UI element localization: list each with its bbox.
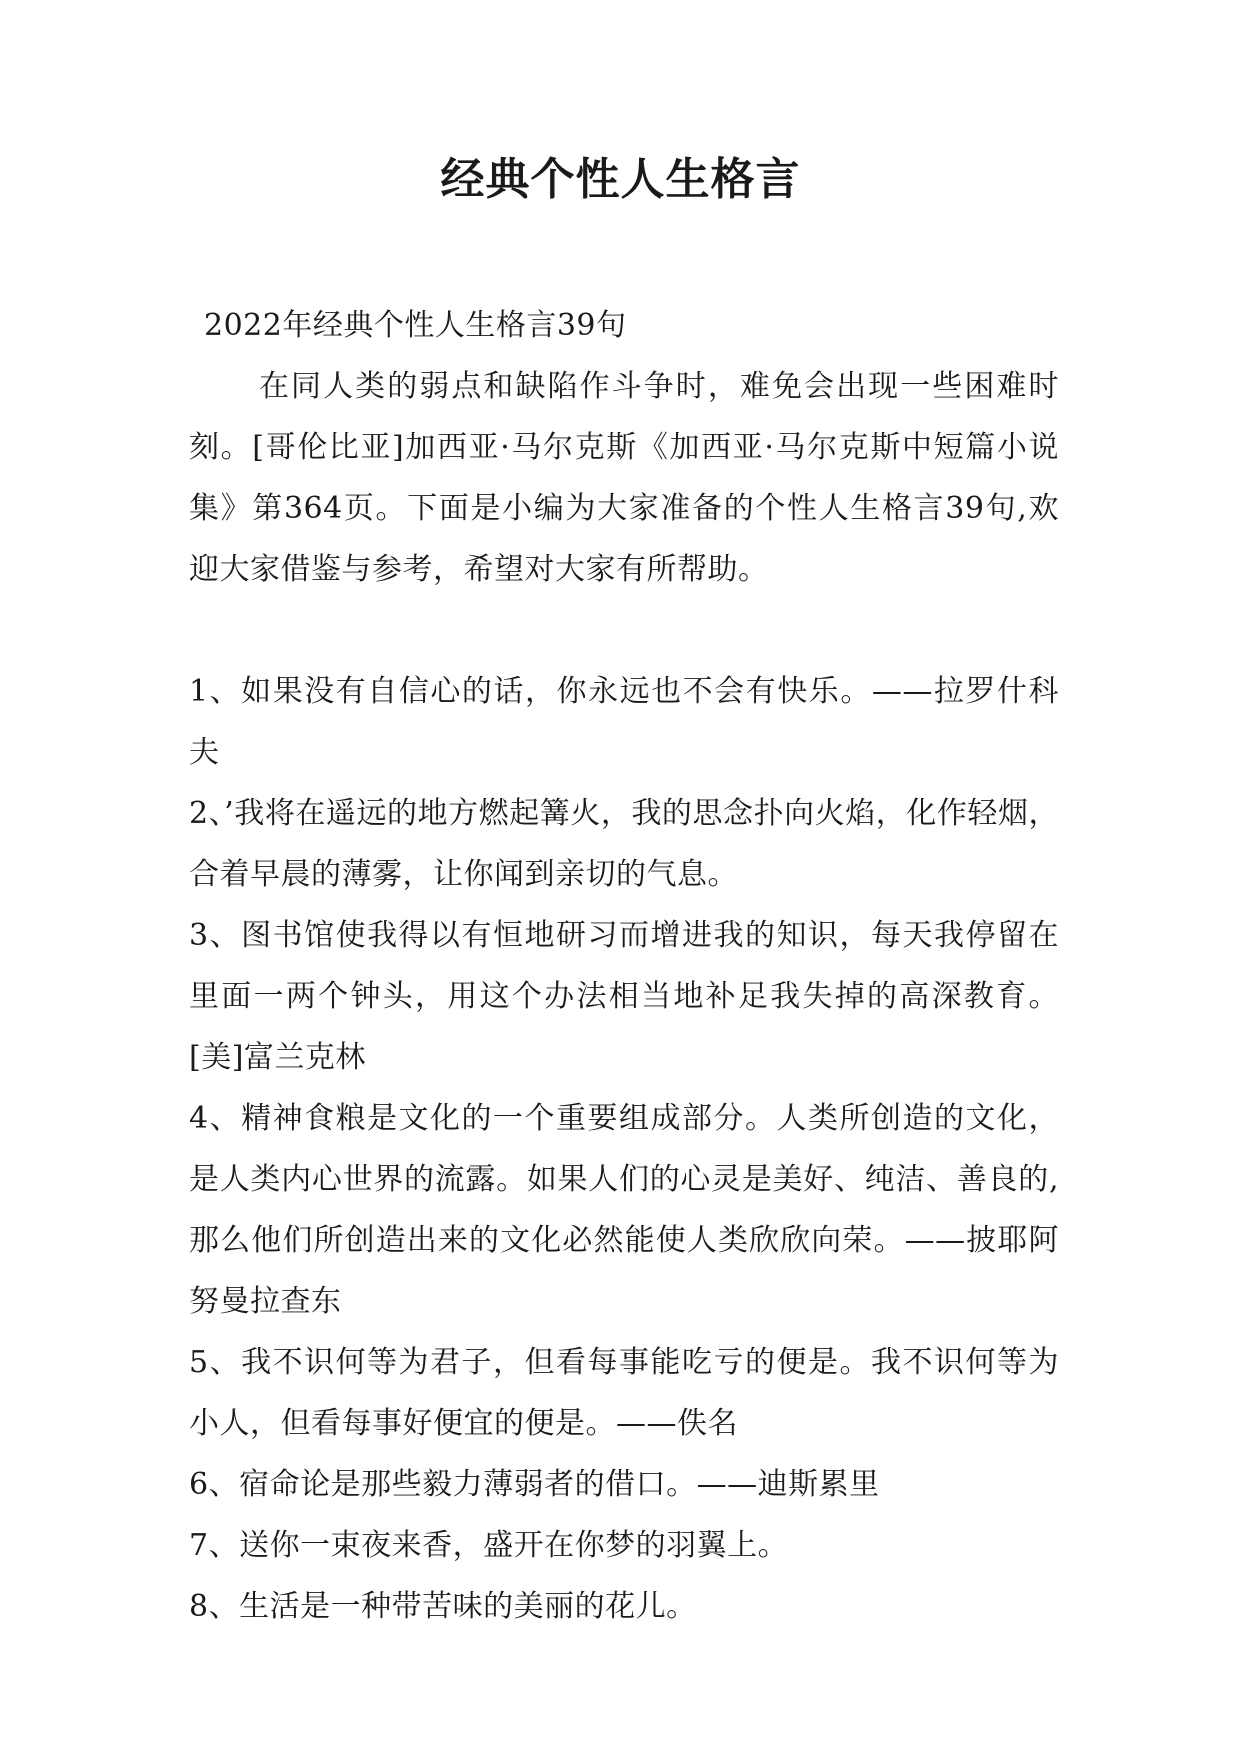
quote-item: 1、如果没有自信心的话，你永远也不会有快乐。——拉罗什科夫 (189, 674, 1059, 770)
quote-item: 4、精神食粮是文化的一个重要组成部分。人类所创造的文化，是人类内心世界的流露。如果人们的心灵是美好、纯洁、善良的,那么他们所创造出来的文化必然能使人类欣欣向荣。——披耶阿努曼拉查东 (189, 1101, 1059, 1319)
quote-item: 8、生活是一种带苦味的美丽的花儿。 (189, 1589, 697, 1624)
intro-paragraph: 在同人类的弱点和缺陷作斗争时，难免会出现一些困难时刻。[哥伦比亚]加西亚·马尔克斯《加西亚·马尔克斯中短篇小说集》第364页。下面是小编为大家准备的个性人生格言39句,欢迎大家借鉴与参考，希望对大家有所帮助。 (189, 369, 1059, 587)
quote-item: 5、我不识何等为君子，但看每事能吃亏的便是。我不识何等为小人，但看每事好便宜的便是。——佚名 (189, 1345, 1059, 1441)
quote-item: 3、图书馆使我得以有恒地研习而增进我的知识，每天我停留在里面一两个钟头，用这个办法相当地补足我失掉的高深教育。[美]富兰克林 (189, 918, 1059, 1075)
document-body (189, 295, 1059, 1637)
quote-item: 7、送你一束夜来香，盛开在你梦的羽翼上。 (189, 1528, 789, 1563)
document-title: 经典个性人生格言 (440, 154, 801, 205)
paragraph-spacer (189, 600, 1059, 661)
quote-item: 2、’我将在遥远的地方燃起篝火，我的思念扑向火焰，化作轻烟，合着早晨的薄雾，让你闻到亲切的气息。 (189, 796, 1059, 892)
document-subtitle: 2022年经典个性人生格言39句 (204, 308, 627, 343)
quote-item: 6、宿命论是那些毅力薄弱者的借口。——迪斯累里 (189, 1467, 880, 1502)
